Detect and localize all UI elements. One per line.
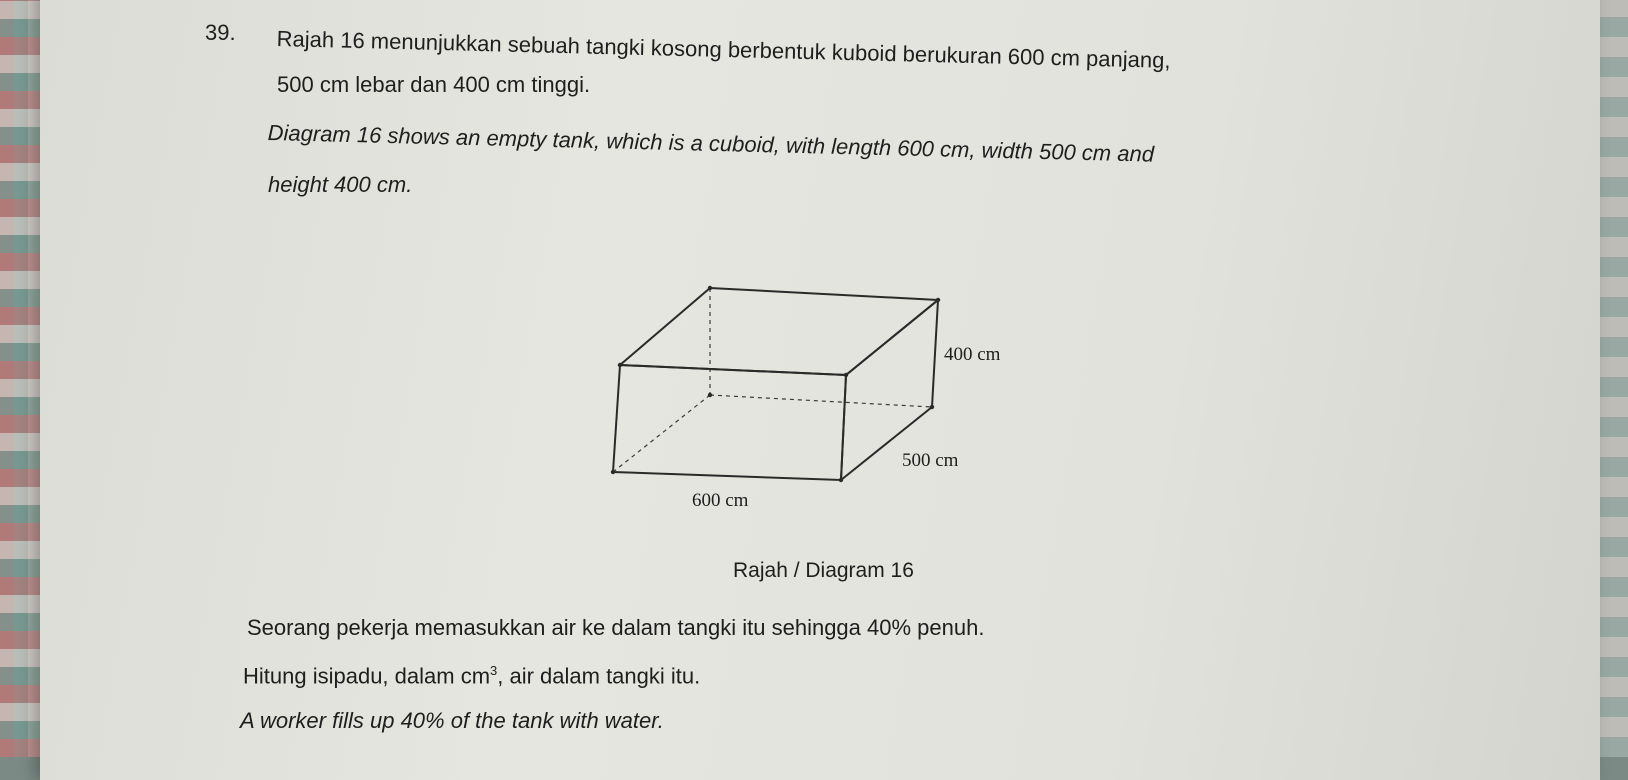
visible-edges (613, 288, 938, 480)
task-malay-calc (243, 663, 700, 689)
question-english-line-1: Diagram 16 shows an empty tank, which is a cuboid, with length 600 cm, width 500 cm and (267, 120, 1155, 167)
task-english-fill: A worker fills up 40% of the tank with water. (240, 708, 664, 733)
question-malay-line-1: Rajah 16 menunjukkan sebuah tangki kosong berbentuk kuboid berukuran 600 cm panjang, (276, 26, 1171, 73)
length-label: 600 cm (692, 490, 749, 511)
question-english-line-2: height 400 cm. (268, 172, 413, 197)
task-malay-calc-unit: cm (460, 663, 491, 689)
task-malay-fill: Seorang pekerja memasukkan air ke dalam tangki itu sehingga 40% penuh. (247, 615, 985, 640)
background-cloth-right (1598, 0, 1628, 757)
task-malay-calc-post: , air dalam tangki itu. (497, 663, 701, 689)
question-malay-line-2: 500 cm lebar dan 400 cm tinggi. (277, 72, 591, 97)
task-malay-calc-pre: Hitung isipadu, dalam (243, 663, 461, 689)
diagram-caption: Rajah / Diagram 16 (733, 559, 914, 582)
height-label: 400 cm (944, 344, 1001, 365)
width-label: 500 cm (902, 450, 959, 471)
cuboid-tank-diagram (600, 280, 1020, 520)
task-malay-calc-exp: 3 (490, 663, 498, 678)
question-number: 39. (205, 20, 236, 45)
